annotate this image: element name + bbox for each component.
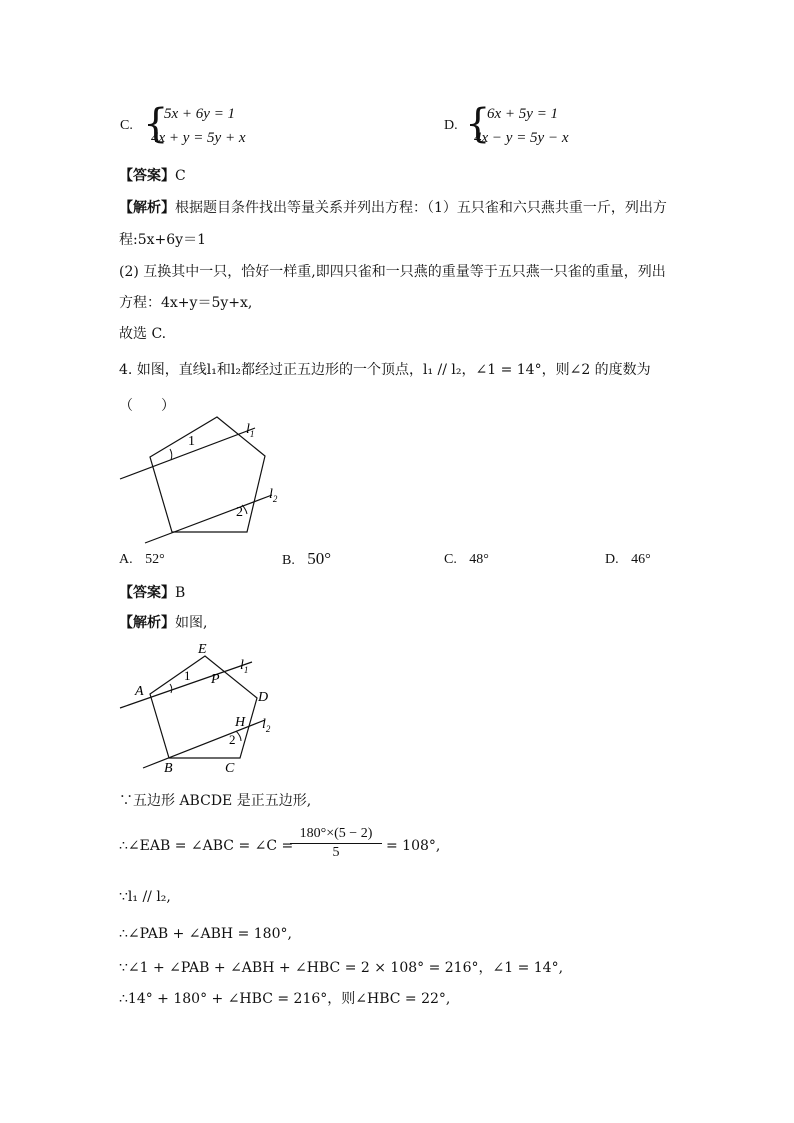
angle-2-label: 2	[229, 732, 236, 747]
vertex-b-label: B	[164, 761, 173, 776]
q4-answer	[119, 582, 185, 602]
step-4: ∴∠PAB + ∠ABH = 180°,	[119, 926, 292, 942]
q3-answer-tag: 【答案】	[119, 168, 175, 184]
angle-1-label: 1	[184, 668, 191, 683]
q3-answer-value: C	[175, 168, 186, 184]
q4-analysis-intro	[119, 612, 207, 632]
line-l1-label: $l_1$	[246, 422, 255, 439]
q4-figure-2	[110, 638, 300, 780]
vertex-e-label: E	[198, 642, 207, 657]
choice-d-value: 46°	[631, 552, 651, 567]
vertex-c-label: C	[225, 761, 235, 776]
choice-a-value: 52°	[145, 552, 165, 567]
q3-analysis-tag: 【解析】	[119, 200, 175, 216]
step-2-denominator: 5	[332, 845, 340, 860]
option-d-equation-1: 6x + 5y = 1	[487, 106, 559, 122]
choice-b-label: B.	[282, 553, 295, 568]
option-c-equation-2: 4x + y = 5y + x	[151, 130, 246, 146]
step-2-rhs: = 108°,	[386, 838, 441, 854]
choice-a-label: A.	[119, 552, 133, 567]
q3-conclusion: 故选 C.	[119, 326, 167, 342]
angle-2-arc	[236, 731, 241, 741]
q4-figure-1	[110, 410, 310, 550]
angle-2-label: 2	[236, 505, 243, 520]
angle-1-arc	[170, 684, 172, 693]
line-l2-label: $l_2$	[262, 717, 271, 734]
line-l2-label: $l_2$	[269, 487, 278, 504]
q4-answer-value: B	[175, 585, 186, 601]
choice-b-value: 50°	[307, 549, 332, 568]
angle-1-arc	[170, 449, 172, 460]
fraction-bar	[290, 843, 382, 844]
option-d-label: D.	[444, 118, 458, 133]
vertex-d-label: D	[258, 690, 269, 705]
q3-analysis-text-1: 根据题目条件找出等量关系并列出方程：（1）五只雀和六只燕共重一斤，列出方	[175, 200, 667, 216]
choice-b	[282, 549, 331, 569]
angle-1-label: 1	[188, 434, 195, 449]
q3-analysis-line-3: (2) 互换其中一只，恰好一样重,即四只雀和一只燕的重量等于五只燕一只雀的重量，列出	[119, 264, 666, 280]
step-3: ∵l₁ // l₂,	[119, 889, 171, 905]
line-l2	[145, 495, 272, 543]
option-c-equation-1: 5x + 6y = 1	[164, 106, 236, 122]
option-d-brace: {	[465, 101, 491, 147]
q4-analysis-tag: 【解析】	[119, 615, 175, 631]
choice-c	[444, 551, 489, 568]
step-6: ∴14° + 180° + ∠HBC = 216°，则∠HBC = 22°,	[119, 991, 451, 1007]
choice-a	[119, 551, 165, 568]
q4-analysis-intro-text: 如图,	[175, 615, 208, 631]
choice-c-label: C.	[444, 552, 457, 567]
option-c-brace: {	[143, 101, 169, 147]
option-c-label: C.	[120, 118, 133, 133]
step-2-fraction	[290, 826, 382, 861]
point-h-label: H	[235, 715, 246, 730]
line-l2	[143, 720, 265, 768]
choice-c-value: 48°	[469, 552, 489, 567]
step-2-lhs: ∴∠EAB = ∠ABC = ∠C =	[119, 838, 294, 854]
q4-stem: 4. 如图，直线l₁和l₂都经过正五边形的一个顶点，l₁ // l₂，∠1 = 14°，则∠2 的度数为	[119, 362, 651, 378]
q3-analysis-line-2: 程:5x+6y＝1	[119, 232, 206, 248]
option-d-equation-2: 4x − y = 5y − x	[474, 130, 569, 146]
vertex-a-label: A	[135, 684, 144, 699]
q3-answer	[119, 165, 186, 185]
q4-paren: （ ）	[119, 398, 175, 414]
point-p-label: P	[211, 672, 220, 687]
choice-d	[605, 551, 651, 568]
choice-d-label: D.	[605, 552, 619, 567]
q4-answer-tag: 【答案】	[119, 585, 175, 601]
step-1: ∵五边形 ABCDE 是正五边形,	[119, 793, 312, 809]
step-2-numerator: 180°×(5 − 2)	[299, 826, 373, 841]
q3-analysis-line-1	[119, 197, 667, 217]
step-5: ∵∠1 + ∠PAB + ∠ABH + ∠HBC = 2 × 108° = 216°，∠1 = 14°,	[119, 960, 564, 976]
q3-analysis-line-4: 方程：4x+y＝5y+x,	[119, 295, 253, 311]
line-l1-label: $l_1$	[240, 658, 249, 675]
